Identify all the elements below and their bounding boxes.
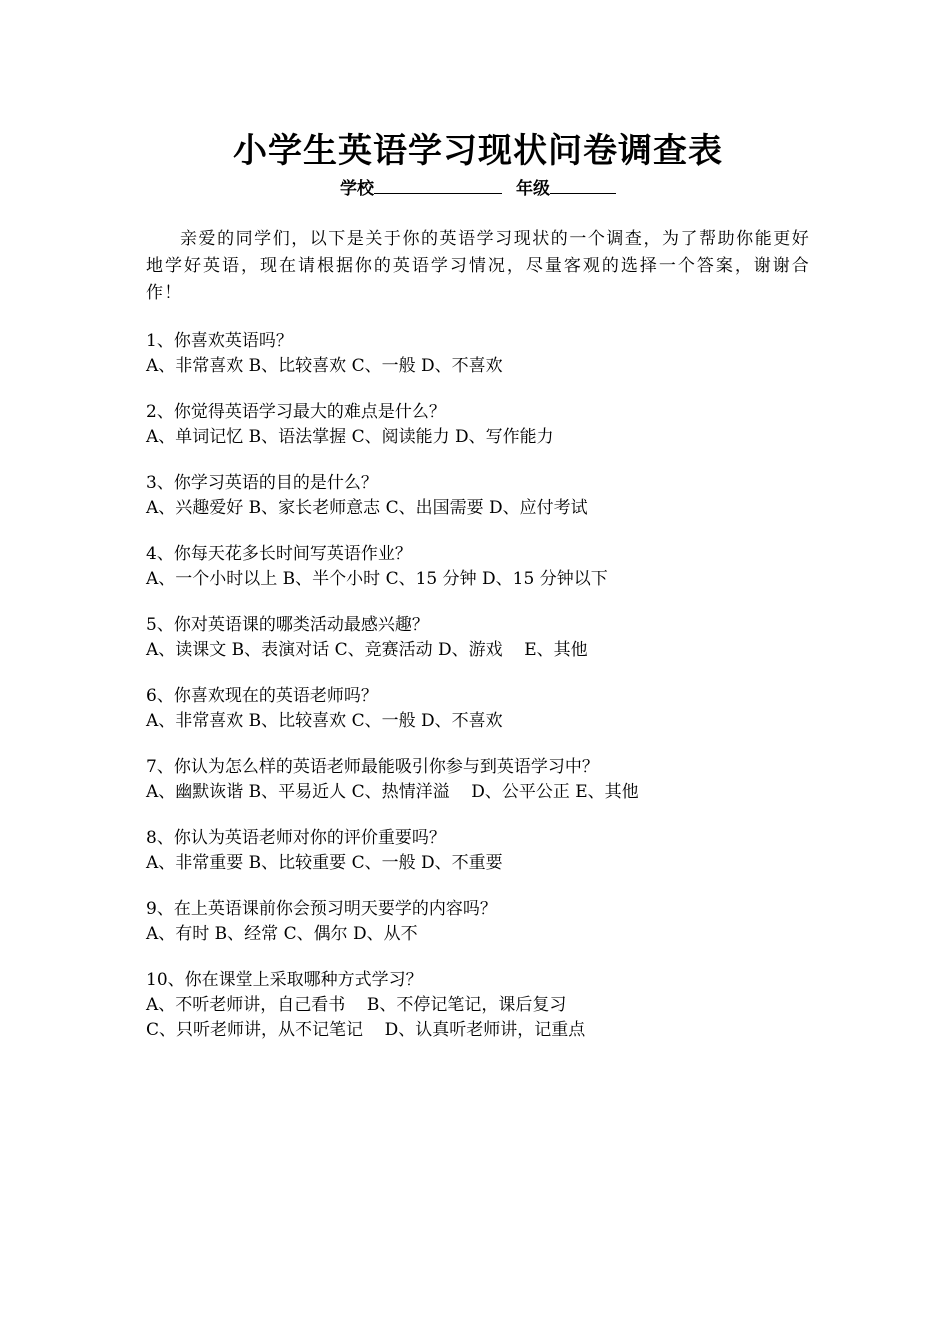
question-item bbox=[146, 684, 810, 734]
question-item bbox=[146, 826, 810, 876]
question-text: 3、你学习英语的目的是什么？ bbox=[146, 473, 378, 493]
question-options: C、只听老师讲，从不记笔记 D、认真听老师讲，记重点 bbox=[146, 1020, 586, 1040]
question-options: A、非常喜欢 B、比较喜欢 C、一般 D、不喜欢 bbox=[146, 711, 503, 731]
question-text: 9、在上英语课前你会预习明天要学的内容吗？ bbox=[146, 899, 497, 919]
question-options: A、兴趣爱好 B、家长老师意志 C、出国需要 D、应付考试 bbox=[146, 498, 588, 518]
question-item bbox=[146, 400, 810, 450]
question-options: A、非常喜欢 B、比较喜欢 C、一般 D、不喜欢 bbox=[146, 356, 503, 376]
question-options: A、不听老师讲，自己看书 B、不停记笔记，课后复习 bbox=[146, 995, 567, 1015]
question-item bbox=[146, 471, 810, 521]
school-label: 学校 bbox=[340, 179, 375, 199]
question-options: A、幽默诙谐 B、平易近人 C、热情洋溢 D、公平公正 E、其他 bbox=[146, 782, 639, 802]
question-text: 7、你认为怎么样的英语老师最能吸引你参与到英语学习中？ bbox=[146, 757, 599, 777]
question-list bbox=[146, 329, 810, 1043]
question-text: 6、你喜欢现在的英语老师吗？ bbox=[146, 686, 378, 706]
question-options: A、有时 B、经常 C、偶尔 D、从不 bbox=[146, 924, 418, 944]
question-item bbox=[146, 968, 810, 1043]
question-text: 8、你认为英语老师对你的评价重要吗？ bbox=[146, 828, 446, 848]
question-item bbox=[146, 755, 810, 805]
grade-blank bbox=[550, 177, 616, 194]
question-text: 2、你觉得英语学习最大的难点是什么？ bbox=[146, 402, 446, 422]
question-item bbox=[146, 329, 810, 379]
grade-label: 年级 bbox=[515, 179, 550, 199]
question-item bbox=[146, 542, 810, 592]
question-options: A、非常重要 B、比较重要 C、一般 D、不重要 bbox=[146, 853, 503, 873]
school-grade-line bbox=[146, 176, 810, 202]
survey-document bbox=[146, 128, 810, 1064]
school-blank bbox=[374, 177, 502, 194]
question-options: A、读课文 B、表演对话 C、竞赛活动 D、游戏 E、其他 bbox=[146, 640, 588, 660]
question-options: A、单词记忆 B、语法掌握 C、阅读能力 D、写作能力 bbox=[146, 427, 554, 447]
question-text: 5、你对英语课的哪类活动最感兴趣？ bbox=[146, 615, 429, 635]
document-title: 小学生英语学习现状问卷调查表 bbox=[233, 131, 723, 171]
question-text: 4、你每天花多长时间写英语作业？ bbox=[146, 544, 412, 564]
question-text: 10、你在课堂上采取哪种方式学习？ bbox=[146, 970, 423, 990]
question-text: 1、你喜欢英语吗？ bbox=[146, 331, 293, 351]
question-item bbox=[146, 897, 810, 947]
question-item bbox=[146, 613, 810, 663]
question-options: A、一个小时以上 B、半个小时 C、15 分钟 D、15 分钟以下 bbox=[146, 569, 608, 589]
intro-paragraph: 亲爱的同学们，以下是关于你的英语学习现状的一个调查，为了帮助你能更好地学好英语，现在请根据你的英语学习情况，尽量客观的选择一个答案，谢谢合作！ bbox=[146, 229, 810, 303]
